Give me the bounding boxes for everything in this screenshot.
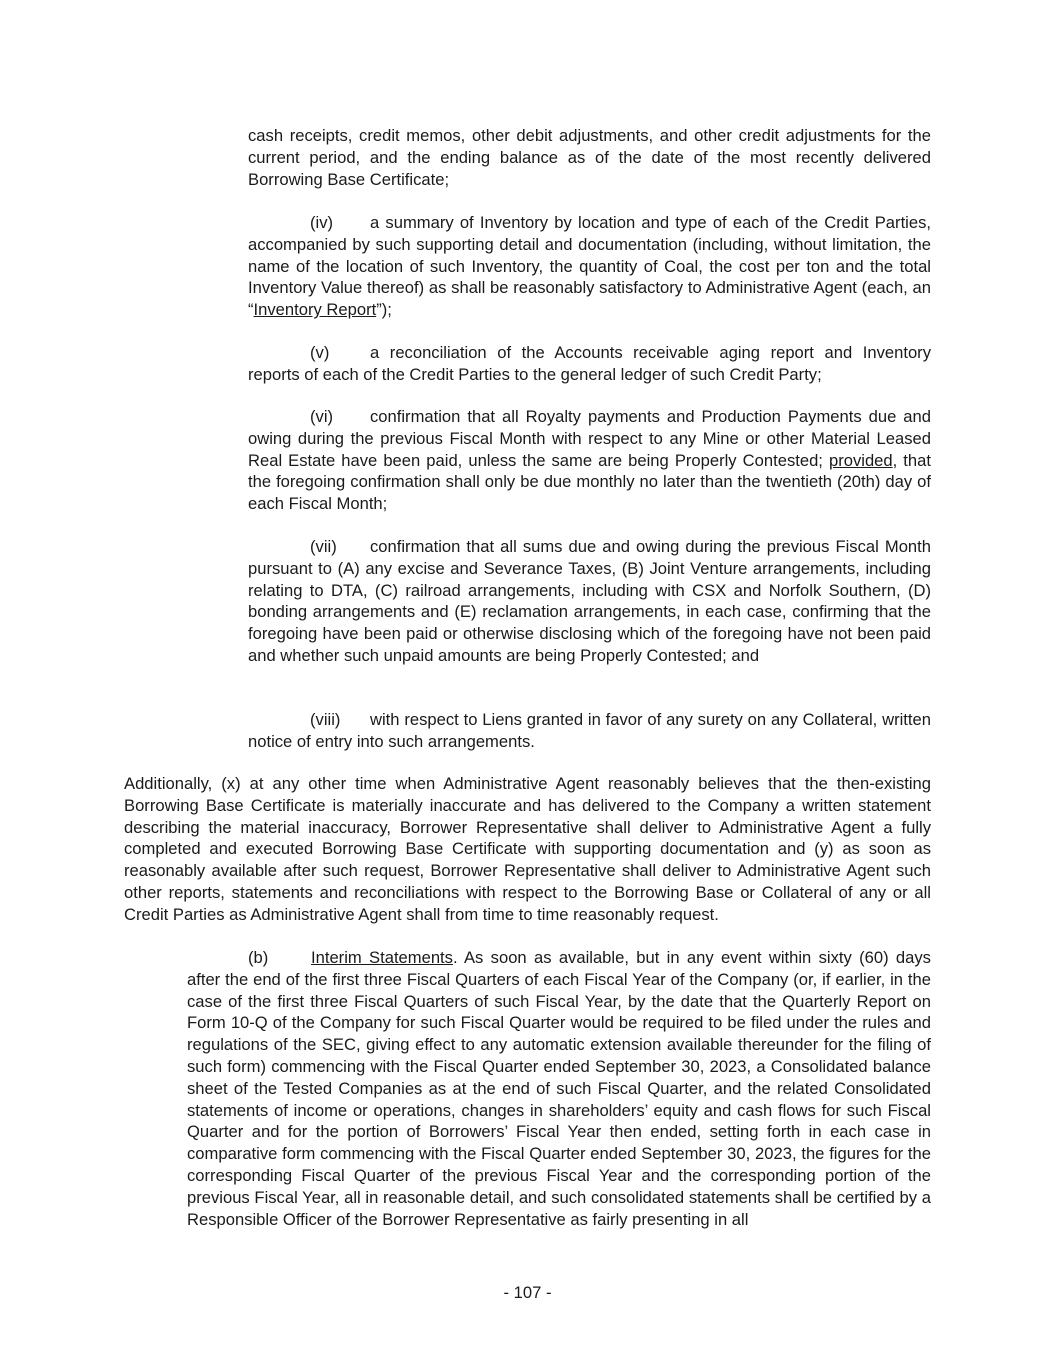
section-b-label: (b) — [248, 948, 269, 967]
additionally-text: Additionally, (x) at any other time when Administrative Agent reasonably believes that the then-existing Borrowing Base Certificate is materially inaccurate and has delivered to the Company a written statement describing the material inaccuracy, Borrower Representative shall deliver to Administrative Agent a fully completed and executed Borrowing Base Certificate with supporting documentation and (y) as soon as reasonably available after such request, Borrower Representative shall deliver to Administrative Agent such other reports, statements and reconciliations with respect to the Borrowing Base or Collateral of any or all Credit Parties as Administrative Agent shall from time to time reasonably request. — [124, 774, 931, 924]
item-vi-label: (vi) — [310, 407, 334, 426]
item-v-text: a reconciliation of the Accounts receivable aging report and Inventory reports of each of the Credit Parties to the general ledger of such Credit Party; — [248, 343, 931, 384]
continuation-paragraph — [248, 125, 931, 190]
item-iv-text: a summary of Inventory by location and type of each of the Credit Parties, accompanied by such supporting detail and documentation (including, without limitation, the name of the location of such Inventory, the quantity of Coal, the cost per ton and the total Inventory Value thereof) as shall be reasonably satisfactory to Administrative Agent (each, an “ — [248, 213, 931, 320]
item-vi-paragraph — [248, 406, 931, 515]
item-vi-text: confirmation that all Royalty payments and Production Payments due and owing during the previous Fiscal Month with respect to any Mine or other Material Leased Real Estate have been paid, unless the same are being Properly Contested; — [248, 407, 931, 470]
provided-term: provided — [828, 450, 893, 470]
inventory-report-term: Inventory Report — [253, 300, 377, 320]
item-vii-paragraph — [248, 536, 931, 667]
additionally-paragraph — [124, 773, 931, 926]
section-b-text: . As soon as available, but in any event within sixty (60) days after the end of the first three Fiscal Quarters of each Fiscal Year of the Company (or, if earlier, in the case of the first three Fiscal Quarters of such Fiscal Year, by the date that the Quarterly Report on Form 10-Q of the Company for such Fiscal Quarter would be required to be filed under the rules and regulations of the SEC, giving effect to any automatic extension available thereunder for the filing of such form) commencing with the Fiscal Quarter ended September 30, 2023, a Consolidated balance sheet of the Tested Companies as at the end of such Fiscal Quarter, and the related Consolidated statements of income or operations, changes in shareholders’ equity and cash flows for such Fiscal Quarter and for the portion of Borrowers’ Fiscal Year then ended, setting forth in each case in comparative form commencing with the Fiscal Quarter ended September 30, 2023, the figures for the corresponding Fiscal Quarter of the previous Fiscal Year and the corresponding portion of the previous Fiscal Year, all in reasonable detail, and such consolidated statements shall be certified by a Responsible Officer of the Borrower Representative as fairly presenting in all — [187, 948, 931, 1229]
item-iv-text-end: ”); — [376, 300, 392, 320]
item-v-paragraph — [248, 342, 931, 386]
item-vii-text: confirmation that all sums due and owing during the previous Fiscal Month pursuant to (A) any excise and Severance Taxes, (B) Joint Venture arrangements, including relating to DTA, (C) railroad arrangements, including with CSX and Norfolk Southern, (D) bonding arrangements and (E) reclamation arrangements, in each case, confirming that the foregoing have been paid or otherwise disclosing which of the foregoing have not been paid and whether such unpaid amounts are being Properly Contested; and — [248, 537, 931, 665]
item-iv-paragraph — [248, 212, 931, 321]
item-iv-label: (iv) — [310, 213, 334, 232]
page-number: - 107 - — [503, 1283, 552, 1302]
section-b-paragraph — [187, 947, 931, 1230]
item-viii-label: (viii) — [310, 710, 341, 729]
continuation-text: cash receipts, credit memos, other debit adjustments, and other credit adjustments for the current period, and the ending balance as of the date of the most recently delivered Borrowing Base Certificate; — [248, 126, 931, 189]
item-viii-paragraph — [248, 709, 931, 753]
interim-statements-heading: Interim Statements — [311, 948, 453, 967]
item-viii-text: with respect to Liens granted in favor of any surety on any Collateral, written notice of entry into such arrangements. — [248, 710, 931, 751]
item-vi-text-end: , that the foregoing confirmation shall only be due monthly no later than the twentieth (20th) day of each Fiscal Month; — [248, 450, 931, 514]
item-vii-label: (vii) — [310, 537, 337, 556]
item-v-label: (v) — [310, 343, 330, 362]
